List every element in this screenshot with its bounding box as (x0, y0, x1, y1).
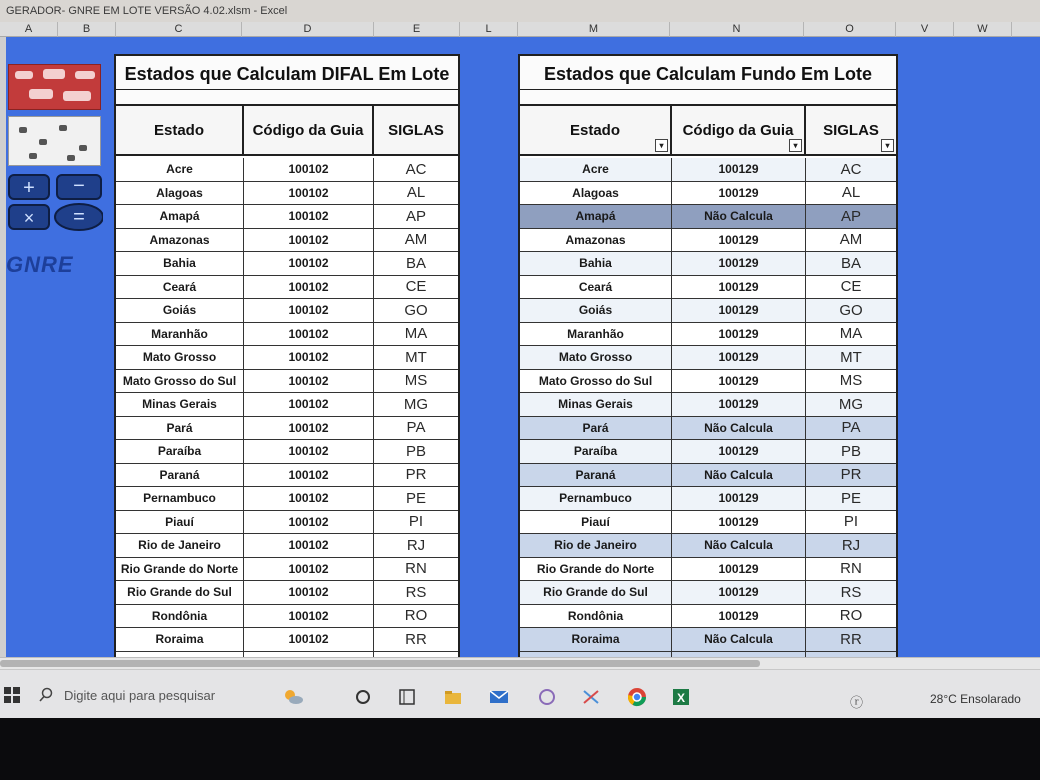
fundo-cell-codigo[interactable]: 100129 (672, 346, 806, 369)
difal-cell-estado[interactable]: Alagoas (116, 182, 244, 205)
fundo-table-row[interactable] (520, 417, 896, 441)
difal-cell-estado[interactable]: Minas Gerais (116, 393, 244, 416)
difal-table-row[interactable] (116, 534, 458, 558)
difal-table-row[interactable] (116, 182, 458, 206)
fundo-table-title: Estados que Calculam Fundo Em Lote (520, 56, 896, 90)
weather-widget-icon[interactable] (282, 687, 304, 707)
fundo-cell-sigla[interactable]: PB (840, 442, 861, 460)
fundo-cell-codigo[interactable]: 100129 (672, 581, 806, 604)
filter-dropdown-icon[interactable]: ▾ (655, 139, 668, 152)
windows-taskbar (0, 669, 1040, 718)
svg-text:+: + (23, 177, 35, 199)
fundo-table-row[interactable] (520, 558, 896, 582)
difal-cell-sigla[interactable]: AP (405, 207, 426, 225)
difal-cell-codigo[interactable]: 100102 (244, 393, 374, 416)
difal-cell-codigo[interactable]: 100102 (244, 276, 374, 299)
snipping-tool-icon[interactable] (580, 687, 602, 707)
task-view-icon[interactable] (396, 687, 418, 707)
difal-table (114, 54, 460, 664)
difal-cell-codigo[interactable]: 100102 (244, 346, 374, 369)
file-explorer-icon[interactable] (442, 687, 464, 707)
difal-cell-estado[interactable]: Piauí (116, 511, 244, 534)
difal-cell-estado[interactable]: Maranhão (116, 323, 244, 346)
fundo-cell-sigla[interactable]: AL (841, 184, 861, 202)
fundo-cell-codigo[interactable]: 100129 (672, 158, 806, 181)
fundo-cell-estado[interactable]: Rio de Janeiro (520, 534, 672, 557)
difal-table-row[interactable] (116, 487, 458, 511)
difal-cell-codigo[interactable]: 100102 (244, 158, 374, 181)
difal-header-siglas[interactable]: SIGLAS (388, 121, 444, 139)
difal-cell-sigla[interactable]: PI (408, 513, 424, 531)
search-placeholder: Digite aqui para pesquisar (64, 687, 216, 703)
difal-header-estado[interactable]: Estado (116, 106, 244, 154)
difal-table-row[interactable] (116, 440, 458, 464)
difal-table-row[interactable] (116, 323, 458, 347)
fundo-header-siglas-label: SIGLAS (823, 121, 879, 139)
difal-cell-sigla[interactable]: RS (405, 583, 427, 601)
people-icon[interactable]: ⓡ (850, 695, 864, 710)
svg-text:−: − (73, 175, 85, 197)
difal-table-row[interactable] (116, 205, 458, 229)
difal-cell-codigo[interactable]: 100102 (244, 581, 374, 604)
difal-cell-sigla[interactable]: GO (404, 301, 428, 319)
column-header-n[interactable]: N (670, 22, 804, 37)
fundo-cell-sigla[interactable]: MT (840, 348, 862, 366)
difal-cell-sigla[interactable]: RR (405, 630, 427, 648)
fundo-cell-sigla[interactable]: RJ (841, 536, 861, 554)
difal-cell-sigla[interactable]: PE (405, 489, 426, 507)
difal-cell-sigla[interactable]: MG (403, 395, 429, 413)
taskbar-search-box[interactable] (30, 680, 270, 710)
difal-cell-sigla[interactable]: RN (405, 560, 427, 578)
difal-table-spacer (116, 90, 458, 106)
difal-cell-estado[interactable]: Rio Grande do Norte (116, 558, 244, 581)
difal-cell-codigo[interactable]: 100102 (244, 229, 374, 252)
svg-text:=: = (73, 206, 85, 228)
difal-cell-codigo[interactable]: 100102 (244, 299, 374, 322)
fundo-header-codigo[interactable] (672, 106, 806, 154)
difal-cell-sigla[interactable]: CE (405, 278, 427, 296)
fundo-cell-sigla[interactable]: PE (840, 489, 861, 507)
difal-table-row[interactable] (116, 393, 458, 417)
fundo-cell-sigla[interactable]: RS (840, 583, 862, 601)
fundo-cell-estado[interactable]: Pará (520, 417, 672, 440)
fundo-cell-estado[interactable]: Rio Grande do Norte (520, 558, 672, 581)
fundo-table-row[interactable] (520, 205, 896, 229)
column-header-l[interactable]: L (460, 22, 518, 37)
fundo-cell-sigla[interactable]: GO (839, 301, 863, 319)
fundo-cell-codigo[interactable]: 100129 (672, 182, 806, 205)
difal-cell-estado[interactable]: Pará (116, 417, 244, 440)
fundo-table-row[interactable] (520, 158, 896, 182)
difal-cell-sigla[interactable]: PR (405, 466, 427, 484)
fundo-cell-estado[interactable]: Amapá (520, 205, 672, 228)
difal-cell-codigo[interactable]: 100102 (244, 182, 374, 205)
fundo-table-row[interactable] (520, 299, 896, 323)
fundo-cell-codigo[interactable]: 100129 (672, 299, 806, 322)
difal-cell-codigo[interactable]: 100102 (244, 370, 374, 393)
fundo-cell-sigla[interactable]: AC (840, 160, 862, 178)
difal-cell-sigla[interactable]: RO (404, 607, 428, 625)
difal-cell-sigla[interactable]: MT (405, 348, 427, 366)
fundo-cell-estado[interactable]: Maranhão (520, 323, 672, 346)
difal-cell-codigo[interactable]: 100102 (244, 558, 374, 581)
difal-cell-codigo[interactable]: 100102 (244, 252, 374, 275)
difal-cell-codigo[interactable]: 100102 (244, 417, 374, 440)
fundo-table-row[interactable] (520, 370, 896, 394)
difal-cell-estado[interactable]: Mato Grosso (116, 346, 244, 369)
difal-cell-estado[interactable]: Rondônia (116, 605, 244, 628)
difal-table-row[interactable] (116, 346, 458, 370)
fundo-cell-codigo[interactable]: 100129 (672, 487, 806, 510)
column-header-c[interactable]: C (116, 22, 242, 37)
fundo-table-row[interactable] (520, 534, 896, 558)
fundo-table-row[interactable] (520, 229, 896, 253)
fundo-header-codigo-label: Código da Guia (682, 121, 794, 139)
difal-cell-sigla[interactable]: PB (405, 442, 426, 460)
calculator-icon[interactable] (7, 173, 103, 231)
fundo-cell-estado[interactable]: Minas Gerais (520, 393, 672, 416)
column-header-a[interactable]: A (0, 22, 58, 37)
fundo-cell-estado[interactable]: Bahia (520, 252, 672, 275)
fundo-cell-estado[interactable]: Ceará (520, 276, 672, 299)
difal-cell-estado[interactable]: Ceará (116, 276, 244, 299)
fundo-cell-estado[interactable]: Pernambuco (520, 487, 672, 510)
difal-table-row[interactable] (116, 158, 458, 182)
difal-cell-estado[interactable]: Paraíba (116, 440, 244, 463)
column-header-bar[interactable] (0, 22, 1040, 37)
fundo-cell-sigla[interactable]: PI (843, 513, 859, 531)
column-header-b[interactable]: B (58, 22, 116, 37)
difal-cell-estado[interactable]: Bahia (116, 252, 244, 275)
difal-table-row[interactable] (116, 628, 458, 652)
svg-text:X: X (676, 691, 686, 705)
fundo-cell-codigo[interactable]: Não Calcula (672, 205, 806, 228)
difal-header-codigo[interactable]: Código da Guia (244, 106, 374, 154)
fundo-table (518, 54, 898, 664)
fundo-table-row[interactable] (520, 182, 896, 206)
column-header-d[interactable]: D (242, 22, 374, 37)
fundo-header-siglas[interactable] (806, 106, 896, 154)
fundo-cell-estado[interactable]: Alagoas (520, 182, 672, 205)
fundo-cell-estado[interactable]: Rio Grande do Sul (520, 581, 672, 604)
filter-dropdown-icon[interactable]: ▾ (789, 139, 802, 152)
fundo-header-estado[interactable] (520, 106, 672, 154)
horizontal-scrollbar[interactable] (0, 657, 1040, 669)
fundo-cell-estado[interactable]: Acre (520, 158, 672, 181)
fundo-cell-estado[interactable]: Piauí (520, 511, 672, 534)
fundo-cell-codigo[interactable]: 100129 (672, 252, 806, 275)
fundo-cell-sigla[interactable]: AP (840, 207, 861, 225)
mail-icon[interactable] (488, 687, 510, 707)
difal-cell-estado[interactable]: Paraná (116, 464, 244, 487)
difal-table-row[interactable] (116, 276, 458, 300)
difal-cell-estado[interactable]: Acre (116, 158, 244, 181)
fundo-cell-estado[interactable]: Paraíba (520, 440, 672, 463)
difal-cell-sigla[interactable]: MS (404, 372, 428, 390)
fundo-cell-estado[interactable]: Amazonas (520, 229, 672, 252)
difal-cell-codigo[interactable]: 100102 (244, 205, 374, 228)
fundo-table-row[interactable] (520, 464, 896, 488)
difal-cell-sigla[interactable]: MA (404, 325, 428, 343)
fundo-cell-sigla[interactable]: CE (840, 278, 862, 296)
cortana-icon[interactable] (352, 687, 374, 707)
fundo-table-row[interactable] (520, 581, 896, 605)
fundo-table-row[interactable] (520, 440, 896, 464)
difal-cell-estado[interactable]: Rio de Janeiro (116, 534, 244, 557)
fundo-cell-sigla[interactable]: PA (841, 419, 861, 437)
fundo-table-row[interactable] (520, 605, 896, 629)
fundo-cell-codigo[interactable]: Não Calcula (672, 464, 806, 487)
weather-text: 28°C Ensolarado (930, 692, 1021, 706)
fundo-cell-codigo[interactable]: 100129 (672, 229, 806, 252)
fundo-cell-estado[interactable]: Mato Grosso do Sul (520, 370, 672, 393)
difal-cell-estado[interactable]: Rio Grande do Sul (116, 581, 244, 604)
difal-cell-estado[interactable]: Amazonas (116, 229, 244, 252)
fundo-cell-codigo[interactable]: 100129 (672, 440, 806, 463)
difal-cell-estado[interactable]: Roraima (116, 628, 244, 651)
fundo-table-row[interactable] (520, 252, 896, 276)
fundo-cell-sigla[interactable]: PR (840, 466, 862, 484)
window-title-bar (0, 0, 1040, 22)
fundo-cell-codigo[interactable]: 100129 (672, 276, 806, 299)
flowchart-image[interactable] (8, 64, 101, 110)
row-number-gutter[interactable] (0, 37, 6, 657)
difal-cell-sigla[interactable]: RJ (406, 536, 426, 554)
excel-icon[interactable] (670, 687, 692, 707)
weather-status[interactable] (930, 692, 1021, 706)
difal-cell-codigo[interactable]: 100102 (244, 511, 374, 534)
column-header-v[interactable]: V (896, 22, 954, 37)
gnre-logo (6, 252, 101, 292)
difal-cell-sigla[interactable]: AL (406, 184, 426, 202)
fundo-header-estado-label: Estado (569, 121, 620, 139)
app-icon[interactable] (536, 687, 558, 707)
fundo-cell-codigo[interactable]: 100129 (672, 393, 806, 416)
fundo-table-spacer (520, 90, 896, 106)
fundo-header-row (520, 106, 896, 156)
network-diagram-image[interactable] (8, 116, 101, 166)
fundo-cell-codigo[interactable]: 100129 (672, 605, 806, 628)
fundo-cell-estado[interactable]: Roraima (520, 628, 672, 651)
difal-cell-estado[interactable]: Amapá (116, 205, 244, 228)
scrollbar-thumb[interactable] (0, 660, 760, 667)
fundo-cell-codigo[interactable]: 100129 (672, 370, 806, 393)
difal-table-row[interactable] (116, 605, 458, 629)
difal-table-row[interactable] (116, 581, 458, 605)
filter-dropdown-icon[interactable]: ▾ (881, 139, 894, 152)
difal-cell-sigla[interactable]: AM (404, 231, 428, 249)
fundo-table-row[interactable] (520, 511, 896, 535)
difal-table-row[interactable] (116, 511, 458, 535)
difal-cell-codigo[interactable]: 100102 (244, 440, 374, 463)
fundo-cell-codigo[interactable]: Não Calcula (672, 628, 806, 651)
column-header-e[interactable]: E (374, 22, 460, 37)
difal-header-row (116, 106, 458, 156)
fundo-table-row[interactable] (520, 487, 896, 511)
difal-table-row[interactable] (116, 299, 458, 323)
window-title: GERADOR- GNRE EM LOTE VERSÃO 4.02.xlsm - Excel (6, 5, 288, 17)
difal-table-title: Estados que Calculam DIFAL Em Lote (116, 56, 458, 90)
difal-cell-codigo[interactable]: 100102 (244, 605, 374, 628)
column-header-w[interactable]: W (954, 22, 1012, 37)
column-header-o[interactable]: O (804, 22, 896, 37)
svg-text:×: × (23, 208, 35, 228)
difal-cell-codigo[interactable]: 100102 (244, 534, 374, 557)
windows-start-icon[interactable] (4, 687, 20, 703)
chrome-icon[interactable] (626, 687, 648, 707)
fundo-cell-sigla[interactable]: RN (840, 560, 862, 578)
fundo-table-row[interactable] (520, 393, 896, 417)
desk-surface (0, 718, 1040, 780)
difal-cell-codigo[interactable]: 100102 (244, 487, 374, 510)
fundo-table-row[interactable] (520, 323, 896, 347)
fundo-cell-sigla[interactable]: MS (839, 372, 863, 390)
fundo-cell-estado[interactable]: Goiás (520, 299, 672, 322)
fundo-table-row[interactable] (520, 276, 896, 300)
difal-cell-estado[interactable]: Mato Grosso do Sul (116, 370, 244, 393)
search-icon (38, 687, 54, 703)
fundo-table-row[interactable] (520, 346, 896, 370)
fundo-cell-sigla[interactable]: MG (838, 395, 864, 413)
difal-table-row[interactable] (116, 229, 458, 253)
fundo-cell-sigla[interactable]: RO (839, 607, 863, 625)
difal-cell-sigla[interactable]: PA (406, 419, 426, 437)
difal-table-row[interactable] (116, 558, 458, 582)
fundo-cell-sigla[interactable]: RR (840, 630, 862, 648)
fundo-cell-sigla[interactable]: MA (839, 325, 863, 343)
gnre-logo-text: GNRE (6, 252, 74, 277)
difal-table-row[interactable] (116, 417, 458, 441)
difal-table-row[interactable] (116, 464, 458, 488)
difal-table-row[interactable] (116, 370, 458, 394)
difal-cell-estado[interactable]: Pernambuco (116, 487, 244, 510)
fundo-cell-codigo[interactable]: 100129 (672, 511, 806, 534)
difal-cell-codigo[interactable]: 100102 (244, 628, 374, 651)
column-header-m[interactable]: M (518, 22, 670, 37)
difal-cell-sigla[interactable]: AC (405, 160, 427, 178)
fundo-cell-codigo[interactable]: 100129 (672, 558, 806, 581)
fundo-cell-codigo[interactable]: Não Calcula (672, 534, 806, 557)
fundo-table-row[interactable] (520, 628, 896, 652)
fundo-cell-sigla[interactable]: AM (839, 231, 863, 249)
fundo-cell-sigla[interactable]: BA (840, 254, 861, 272)
fundo-cell-codigo[interactable]: 100129 (672, 323, 806, 346)
fundo-cell-estado[interactable]: Rondônia (520, 605, 672, 628)
difal-cell-estado[interactable]: Goiás (116, 299, 244, 322)
difal-cell-codigo[interactable]: 100102 (244, 323, 374, 346)
difal-cell-sigla[interactable]: BA (405, 254, 426, 272)
difal-table-row[interactable] (116, 252, 458, 276)
fundo-cell-estado[interactable]: Mato Grosso (520, 346, 672, 369)
difal-cell-codigo[interactable]: 100102 (244, 464, 374, 487)
fundo-cell-estado[interactable]: Paraná (520, 464, 672, 487)
fundo-cell-codigo[interactable]: Não Calcula (672, 417, 806, 440)
